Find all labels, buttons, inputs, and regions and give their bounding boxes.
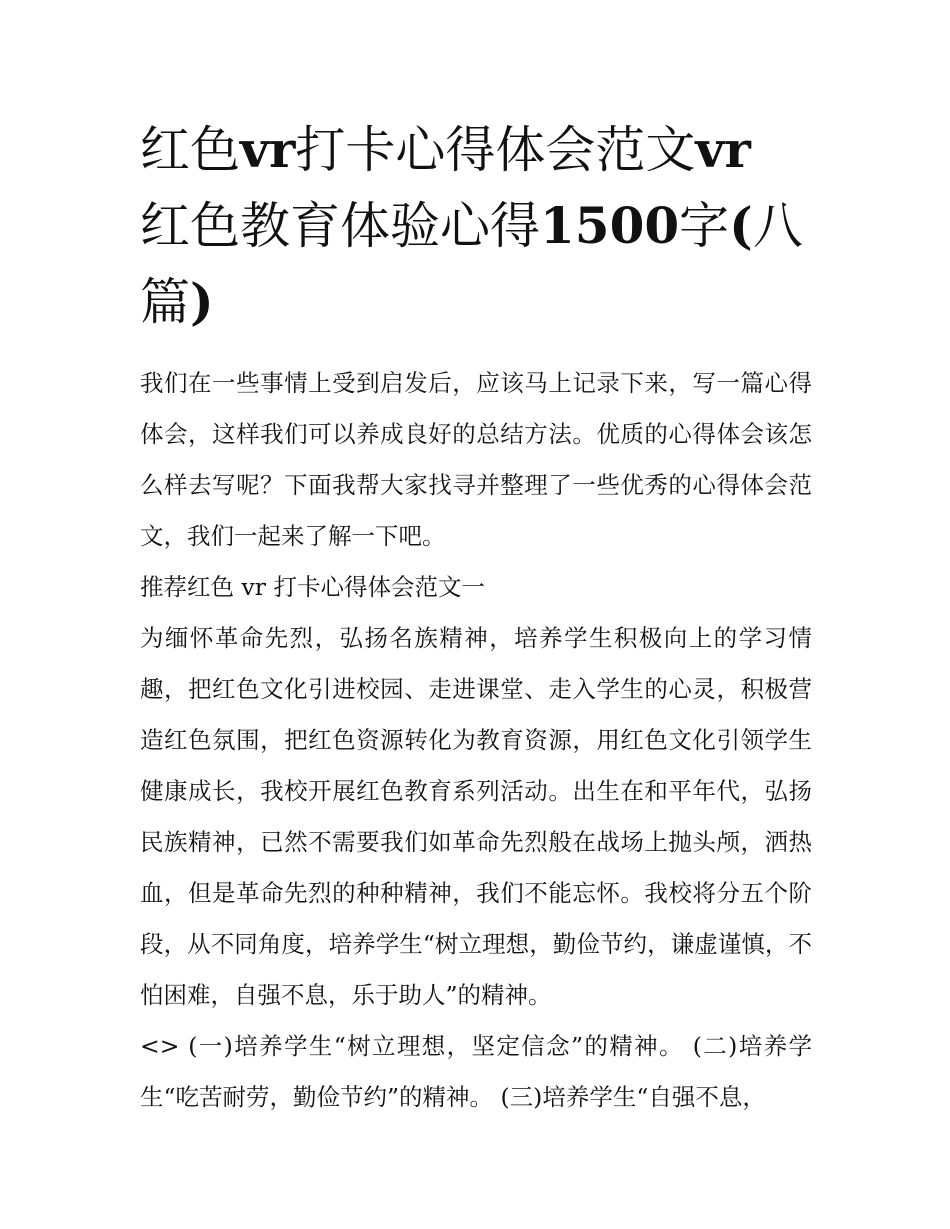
title-part-6: 1500 <box>540 196 680 255</box>
body-paragraph: 为缅怀革命先烈，弘扬名族精神，培养学生积极向上的学习情趣，把红色文化引进校园、走进课堂、走入学生的心灵，积极营造红色氛围，把红色资源转化为教育资源，用红色文化引领学生健康成长，我校开展红色教育系列活动。出生在和平年代，弘扬民族精神，已然不需要我们如革命先烈般在战场上抛头颅，洒热血，但是革命先烈的种种精神，我们不能忘怀。我校将分五个阶段，从不同角度，培养学生“树立理想，勤俭节约，谦虚谨慎，不怕困难，自强不息，乐于助人”的精神。 <box>140 624 812 1009</box>
title-part-3: 打卡心得体会范文 <box>295 121 696 179</box>
title-part-4: vr <box>695 120 751 179</box>
title-part-5: 红色教育体验心得 <box>140 197 540 255</box>
document-title <box>140 112 820 340</box>
list-paragraph: <> (一)培养学生“树立理想，坚定信念”的精神。 (二)培养学生“吃苦耐劳，勤俭节约”的精神。 (三)培养学生“自强不息， <box>140 1032 812 1111</box>
title-part-10: ) <box>190 272 214 331</box>
title-part-8: ( <box>729 196 753 255</box>
section-heading: 推荐红色 vr 打卡心得体会范文一 <box>140 573 485 601</box>
title-part-2: vr <box>240 120 296 179</box>
intro-paragraph: 我们在一些事情上受到启发后，应该马上记录下来，写一篇心得体会，这样我们可以养成良好的总结方法。优质的心得体会该怎么样去写呢？下面我帮大家找寻并整理了一些优秀的心得体会范文，我们一起来了解一下吧。 <box>140 369 812 550</box>
title-part-1: 红色 <box>140 121 240 179</box>
title-part-9: 八篇 <box>140 197 803 331</box>
title-part-7: 字 <box>679 197 730 255</box>
document-body <box>140 358 812 1123</box>
